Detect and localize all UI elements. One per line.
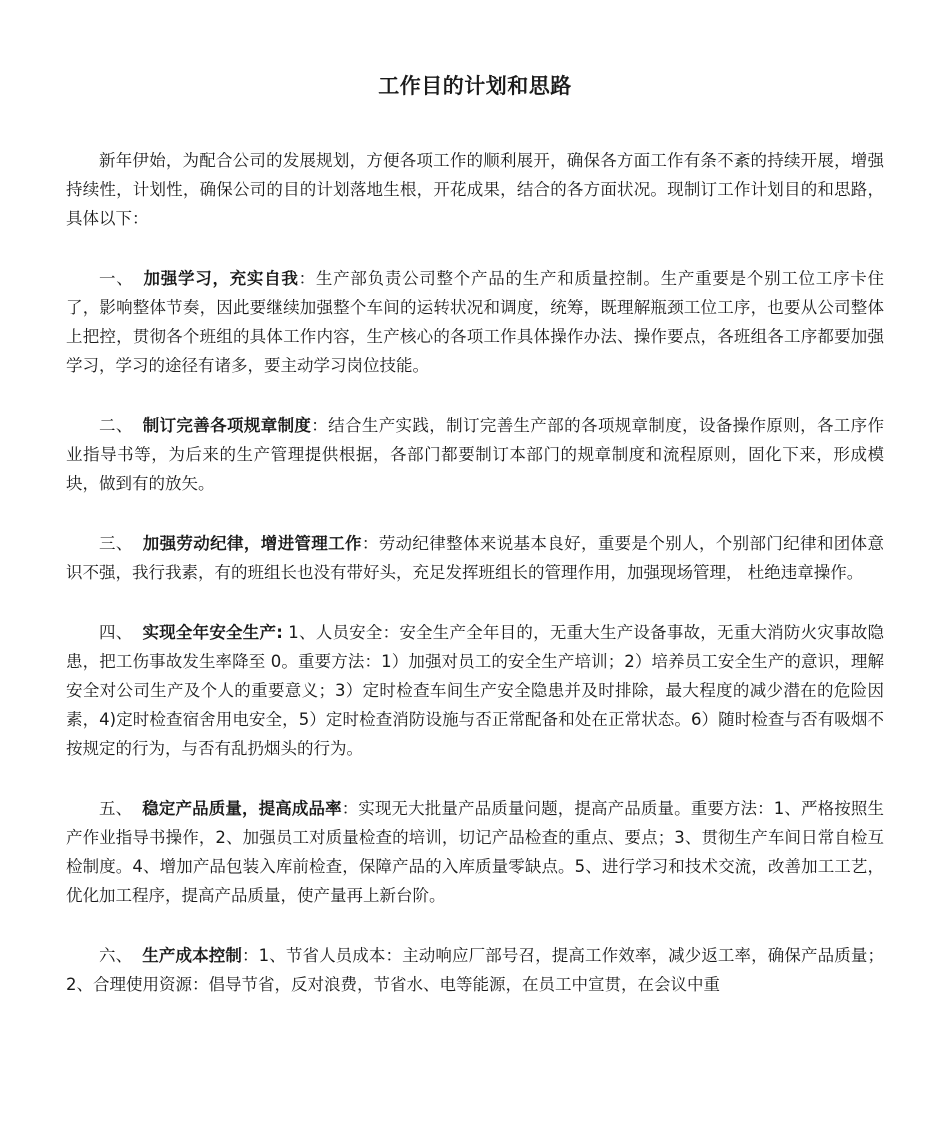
section-number: 五、 [99, 799, 133, 818]
section-heading: 制订完善各项规章制度 [142, 416, 312, 435]
section-paragraph [66, 529, 884, 587]
section-heading: 生产成本控制 [142, 946, 242, 965]
section-body: 1、人员安全：安全生产全年目的，无重大生产设备事故，无重大消防火灾事故隐患，把工伤事故发生率降至 0。重要方法：1）加强对员工的安全生产培训；2）培养员工安全生产的意识，理解安全对公司生产及个人的重要意义；3）定时检查车间生产安全隐患并及时排除，最大程度的减少潜在的危险因素，4)定时检查宿舍用电安全，5）定时检查消防设施与否正常配备和处在正常状态。6）随时检查与否有吸烟不按规定的行为，与否有乱扔烟头的行为。 [66, 623, 885, 758]
section-number: 三、 [99, 534, 133, 553]
section-paragraph [66, 941, 884, 999]
intro-paragraph: 新年伊始，为配合公司的发展规划，方便各项工作的顺利展开，确保各方面工作有条不紊的持续开展，增强持续性，计划性，确保公司的目的计划落地生根，开花成果，结合的各方面状况。现制订工作计划目的和思路，具体以下： [66, 151, 884, 228]
document-title: 工作目的计划和思路 [378, 74, 572, 98]
section-paragraph [66, 618, 884, 763]
section-paragraph [66, 264, 884, 380]
section-heading: 实现全年安全生产: [142, 623, 283, 642]
section-body: ：结合生产实践，制订完善生产部的各项规章制度，设备操作原则，各工序作业指导书等，为后来的生产管理提供根据，各部门都要制订本部门的规章制度和流程原则，固化下来，形成模块，做到有的放矢。 [66, 416, 885, 493]
section-number: 一、 [99, 269, 134, 288]
section-body: ：劳动纪律整体来说基本良好，重要是个别人，个别部门纪律和团体意识不强，我行我素，有的班组长也没有带好头，充足发挥班组长的管理作用，加强现场管理， 杜绝违章操作。 [66, 534, 885, 582]
section-number: 六、 [99, 946, 133, 965]
section-heading: 加强劳动纪律，增进管理工作 [142, 534, 362, 553]
section-paragraph [66, 794, 884, 910]
section-body: ：生产部负责公司整个产品的生产和质量控制。生产重要是个别工位工序卡住了，影响整体节奏，因此要继续加强整个车间的运转状况和调度，统筹，既理解瓶颈工位工序，也要从公司整体上把控，贯彻各个班组的具体工作内容，生产核心的各项工作具体操作办法、操作要点，各班组各工序都要加强学习，学习的途径有诸多，要主动学习岗位技能。 [66, 269, 885, 375]
section-heading: 稳定产品质量，提高成品率 [142, 799, 342, 818]
section-number: 四、 [99, 623, 133, 642]
section-body: ：实现无大批量产品质量问题，提高产品质量。重要方法：1、严格按照生产作业指导书操作，2、加强员工对质量检查的培训，切记产品检查的重点、要点；3、贯彻生产车间日常自检互检制度。4、增加产品包装入库前检查，保障产品的入库质量零缺点。5、进行学习和技术交流，改善加工工艺，优化加工程序，提高产品质量，使产量再上新台阶。 [66, 799, 885, 905]
section-heading: 加强学习，充实自我 [143, 269, 299, 288]
section-paragraph [66, 411, 884, 498]
section-number: 二、 [99, 416, 133, 435]
section-body: ：1、节省人员成本：主动响应厂部号召，提高工作效率，减少返工率，确保产品质量；2、合理使用资源：倡导节省，反对浪费，节省水、电等能源，在员工中宣贯，在会议中重 [66, 946, 885, 994]
